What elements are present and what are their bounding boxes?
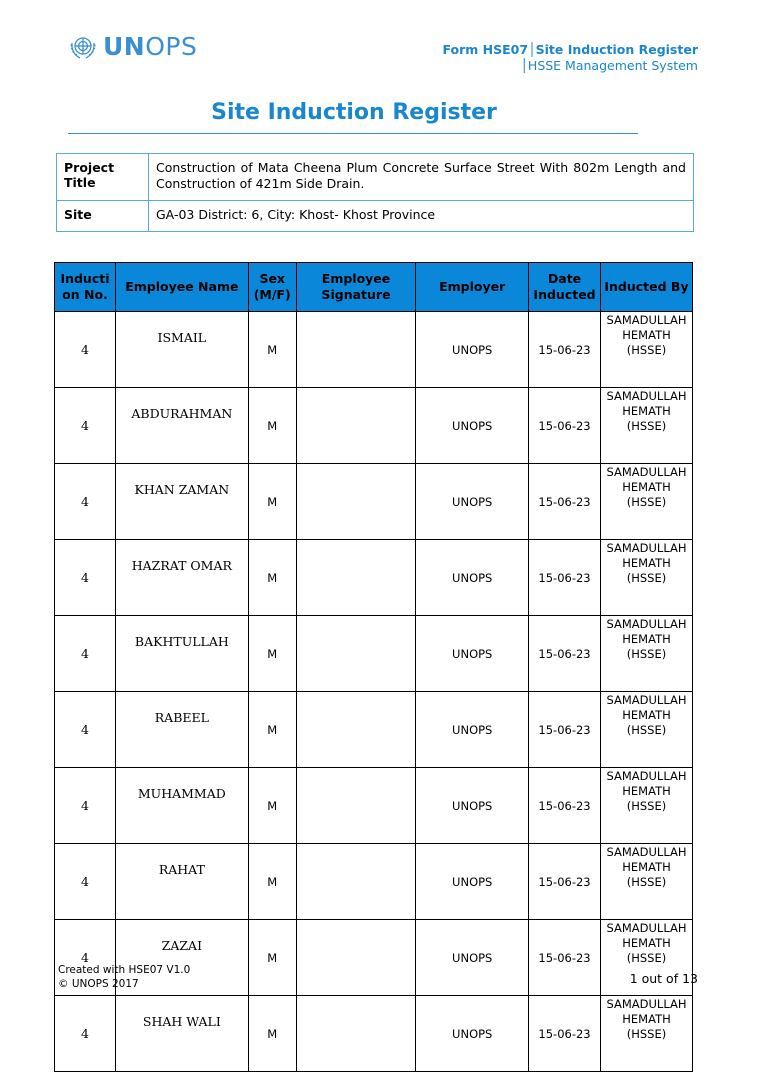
col-sex: Sex (M/F) bbox=[248, 263, 296, 312]
cell-employer: UNOPS bbox=[416, 540, 529, 616]
cell-inducted-by: SAMADULLAH HEMATH (HSSE) bbox=[601, 464, 693, 540]
col-date-inducted: Date Inducted bbox=[529, 263, 601, 312]
table-row bbox=[55, 464, 693, 540]
cell-induction-no: 4 bbox=[55, 464, 116, 540]
cell-induction-no: 4 bbox=[55, 996, 116, 1072]
cell-sex: M bbox=[248, 996, 296, 1072]
table-row bbox=[55, 388, 693, 464]
cell-date-inducted: 15-06-23 bbox=[529, 768, 601, 844]
col-inducted-by: Inducted By bbox=[601, 263, 693, 312]
cell-inducted-by: SAMADULLAH HEMATH (HSSE) bbox=[601, 920, 693, 996]
cell-employee-name: HAZRAT OMAR bbox=[115, 540, 248, 616]
un-emblem-icon bbox=[68, 33, 98, 61]
cell-inducted-by: SAMADULLAH HEMATH (HSSE) bbox=[601, 844, 693, 920]
footer-credits bbox=[58, 963, 190, 991]
form-reference-line2: │HSSE Management System bbox=[520, 58, 698, 73]
cell-employer: UNOPS bbox=[416, 464, 529, 540]
cell-employee-signature bbox=[296, 996, 416, 1072]
cell-employer: UNOPS bbox=[416, 692, 529, 768]
cell-date-inducted: 15-06-23 bbox=[529, 996, 601, 1072]
table-row bbox=[55, 692, 693, 768]
cell-employee-signature bbox=[296, 768, 416, 844]
cell-sex: M bbox=[248, 692, 296, 768]
cell-employee-name: MUHAMMAD bbox=[115, 768, 248, 844]
cell-sex: M bbox=[248, 920, 296, 996]
cell-employee-signature bbox=[296, 388, 416, 464]
cell-inducted-by: SAMADULLAH HEMATH (HSSE) bbox=[601, 540, 693, 616]
cell-sex: M bbox=[248, 464, 296, 540]
cell-employee-name: KHAN ZAMAN bbox=[115, 464, 248, 540]
cell-inducted-by: SAMADULLAH HEMATH (HSSE) bbox=[601, 388, 693, 464]
cell-induction-no: 4 bbox=[55, 692, 116, 768]
cell-induction-no: 4 bbox=[55, 312, 116, 388]
project-info-table bbox=[56, 153, 694, 232]
cell-inducted-by: SAMADULLAH HEMATH (HSSE) bbox=[601, 692, 693, 768]
col-employee-name: Employee Name bbox=[115, 263, 248, 312]
project-title-label: Project Title bbox=[57, 154, 149, 201]
table-row bbox=[55, 616, 693, 692]
site-value: GA-03 District: 6, City: Khost- Khost Province bbox=[149, 201, 694, 232]
cell-employer: UNOPS bbox=[416, 388, 529, 464]
cell-induction-no: 4 bbox=[55, 768, 116, 844]
table-row bbox=[55, 540, 693, 616]
table-row bbox=[55, 996, 693, 1072]
footer-created: Created with HSE07 V1.0 bbox=[58, 964, 191, 976]
cell-inducted-by: SAMADULLAH HEMATH (HSSE) bbox=[601, 312, 693, 388]
cell-date-inducted: 15-06-23 bbox=[529, 540, 601, 616]
cell-sex: M bbox=[248, 616, 296, 692]
cell-sex: M bbox=[248, 312, 296, 388]
cell-employer: UNOPS bbox=[416, 768, 529, 844]
cell-date-inducted: 15-06-23 bbox=[529, 920, 601, 996]
site-label: Site bbox=[57, 201, 149, 232]
cell-induction-no: 4 bbox=[55, 844, 116, 920]
cell-induction-no: 4 bbox=[55, 540, 116, 616]
cell-employee-signature bbox=[296, 692, 416, 768]
table-row bbox=[55, 768, 693, 844]
form-reference-line1: Form HSE07│Site Induction Register bbox=[442, 42, 698, 57]
induction-register-table bbox=[54, 262, 693, 1072]
cell-employer: UNOPS bbox=[416, 920, 529, 996]
register-header-row bbox=[55, 263, 693, 312]
cell-sex: M bbox=[248, 388, 296, 464]
cell-inducted-by: SAMADULLAH HEMATH (HSSE) bbox=[601, 996, 693, 1072]
cell-employer: UNOPS bbox=[416, 996, 529, 1072]
col-induction-no: Inducti on No. bbox=[55, 263, 116, 312]
title-underline bbox=[68, 133, 638, 134]
cell-employee-name: ZAZAI bbox=[115, 920, 248, 996]
cell-date-inducted: 15-06-23 bbox=[529, 464, 601, 540]
cell-sex: M bbox=[248, 768, 296, 844]
cell-date-inducted: 15-06-23 bbox=[529, 312, 601, 388]
unops-logo: UNOPS bbox=[68, 33, 197, 61]
table-row bbox=[55, 312, 693, 388]
cell-employee-name: RABEEL bbox=[115, 692, 248, 768]
cell-employee-name: ISMAIL bbox=[115, 312, 248, 388]
page-title: Site Induction Register bbox=[211, 100, 497, 125]
cell-employee-name: RAHAT bbox=[115, 844, 248, 920]
cell-employee-signature bbox=[296, 464, 416, 540]
cell-induction-no: 4 bbox=[55, 920, 116, 996]
cell-date-inducted: 15-06-23 bbox=[529, 388, 601, 464]
cell-employee-name: SHAH WALI bbox=[115, 996, 248, 1072]
cell-induction-no: 4 bbox=[55, 388, 116, 464]
cell-employee-signature bbox=[296, 844, 416, 920]
col-employee-signature: Employee Signature bbox=[296, 263, 416, 312]
cell-employee-name: BAKHTULLAH bbox=[115, 616, 248, 692]
cell-employer: UNOPS bbox=[416, 312, 529, 388]
cell-employee-signature bbox=[296, 920, 416, 996]
cell-date-inducted: 15-06-23 bbox=[529, 692, 601, 768]
project-title-value: Construction of Mata Cheena Plum Concrete Surface Street With 802m Length and Construction of 421m Side Drain. bbox=[149, 154, 694, 201]
page-number: 1 out of 13 bbox=[629, 971, 698, 986]
form-reference bbox=[443, 42, 698, 74]
table-row bbox=[55, 844, 693, 920]
cell-inducted-by: SAMADULLAH HEMATH (HSSE) bbox=[601, 768, 693, 844]
cell-sex: M bbox=[248, 540, 296, 616]
cell-date-inducted: 15-06-23 bbox=[529, 844, 601, 920]
cell-date-inducted: 15-06-23 bbox=[529, 616, 601, 692]
cell-employer: UNOPS bbox=[416, 616, 529, 692]
col-employer: Employer bbox=[416, 263, 529, 312]
footer-copyright: © UNOPS 2017 bbox=[58, 978, 139, 990]
cell-employee-name: ABDURAHMAN bbox=[115, 388, 248, 464]
cell-inducted-by: SAMADULLAH HEMATH (HSSE) bbox=[601, 616, 693, 692]
project-title-row bbox=[57, 154, 694, 201]
cell-employee-signature bbox=[296, 540, 416, 616]
site-row bbox=[57, 201, 694, 232]
cell-employee-signature bbox=[296, 312, 416, 388]
cell-employer: UNOPS bbox=[416, 844, 529, 920]
cell-induction-no: 4 bbox=[55, 616, 116, 692]
cell-employee-signature bbox=[296, 616, 416, 692]
cell-sex: M bbox=[248, 844, 296, 920]
